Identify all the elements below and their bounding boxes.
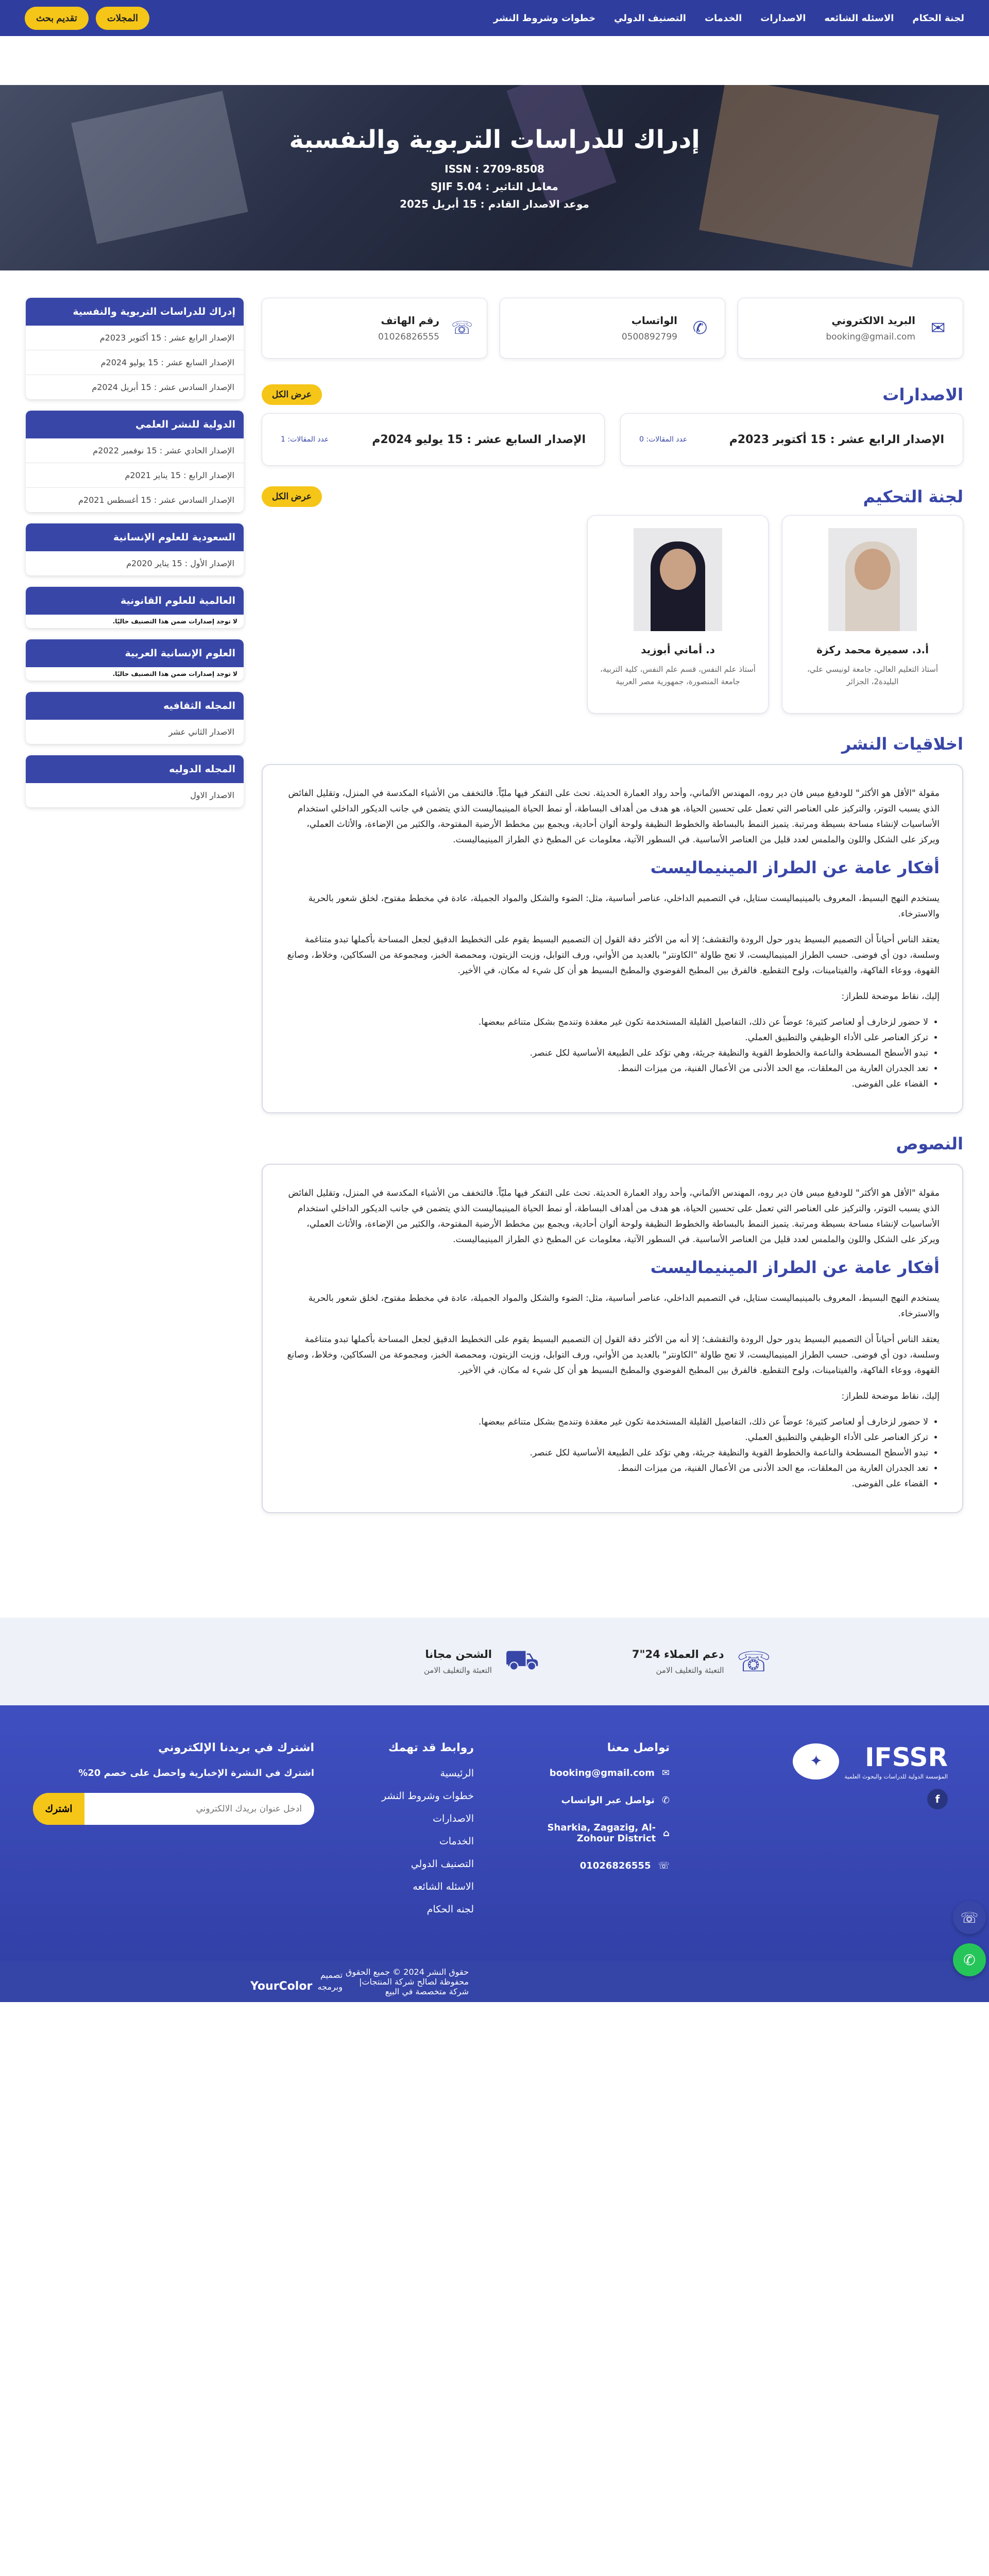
- sidebar-issue-list: [26, 438, 244, 512]
- member-description: أستاذ علم النفس، قسم علم النفس، كلية التربية، جامعة المنصورة، جمهورية مصر العربية: [600, 665, 756, 686]
- contact-card[interactable]: [500, 298, 725, 359]
- section-heading: أفكار عامة عن الطراز المينيماليست: [650, 858, 940, 877]
- footer-phone[interactable]: [525, 1860, 670, 1871]
- whatsapp-icon: ✆: [661, 1795, 670, 1806]
- footer: [0, 1705, 989, 1961]
- committee-member-card[interactable]: [587, 515, 769, 714]
- feature-item: [424, 1643, 539, 1680]
- member-name: د. أماني أبوزيد: [641, 643, 715, 656]
- contact-cards: [262, 298, 963, 359]
- sidebar-issue-item[interactable]: الإصدار السابع عشر : 15 يوليو 2024م: [26, 350, 244, 375]
- body-paragraph: يستخدم النهج البسيط، المعروف بالمينيماليست ستايل، في التصميم الداخلي، عناصر أساسية، مثل: الضوء والشكل والمواد الجميلة، عادة في مخطط مفتوح، لخلق شعور بالحرية والاسترخاء.: [308, 893, 940, 919]
- contact-title: الواتساب: [631, 314, 677, 327]
- footer-contact: [525, 1741, 670, 1888]
- contact-card[interactable]: [262, 298, 487, 359]
- footer-newsletter: [33, 1741, 314, 1825]
- feature-title: دعم العملاء 24"7: [632, 1648, 724, 1660]
- nav-link[interactable]: التصنيف الدولي: [614, 12, 686, 24]
- feature-item: [632, 1646, 771, 1678]
- nav-link[interactable]: لجنة الحكام: [912, 12, 964, 24]
- nav-link[interactable]: الخدمات: [704, 12, 742, 24]
- feature-subtitle: التعبئة والتغليف الامن: [656, 1666, 724, 1675]
- issue-title: الإصدار الرابع عشر : 15 أكتوبر 2023م: [729, 433, 944, 446]
- sidebar-issue-list: [26, 551, 244, 575]
- contact-title: البريد الالكتروني: [831, 314, 915, 327]
- issue-card[interactable]: [262, 413, 605, 466]
- committee-view-all-button[interactable]: عرض الكل: [262, 486, 322, 507]
- issn-text: 2709-8508 : ISSN: [445, 163, 544, 175]
- contact-value: booking@gmail.com: [826, 332, 915, 342]
- list-item: • القضاء على الفوضى.: [285, 1476, 928, 1492]
- sidebar-journal-card: [26, 755, 244, 807]
- sidebar-issue-item[interactable]: الإصدار الحادي عشر : 15 نوفمبر 2022م: [26, 438, 244, 463]
- sidebar-journal-card: [26, 639, 244, 681]
- list-item: • تركز العناصر على الأداء الوظيفي والتطبيق العملي.: [285, 1430, 928, 1445]
- issues-view-all-button[interactable]: عرض الكل: [262, 384, 322, 405]
- sidebar-empty-note: لا توجد إصدارات ضمن هذا التصنيف حاليًا.: [112, 618, 237, 625]
- member-photo: [828, 528, 917, 631]
- sidebar-journal-title[interactable]: المجله الثقافيه: [26, 692, 244, 720]
- section-heading: أفكار عامة عن الطراز المينيماليست: [650, 1258, 940, 1277]
- sidebar-issue-item[interactable]: الإصدار السادس عشر : 15 أبريل 2024م: [92, 382, 234, 392]
- issue-article-count: عدد المقالات: 0: [639, 435, 688, 444]
- sidebar-issue-item[interactable]: الإصدار الأول : 15 يناير 2020م: [126, 558, 234, 568]
- phone-icon: ☏: [451, 318, 473, 338]
- texts-box: [262, 1164, 963, 1513]
- copyright-text: حقوق النشر 2024 © جميع الحقوق محفوظة لصالح شركة المنتجات| شركة متخصصة في البيع: [346, 1967, 469, 1996]
- feature-subtitle: التعبئة والتغليف الامن: [423, 1666, 492, 1675]
- contact-text: [622, 314, 677, 342]
- sidebar-issue-list: [26, 720, 244, 744]
- floating-whatsapp-button[interactable]: [953, 1943, 986, 1976]
- contact-text: [378, 314, 439, 342]
- contact-card[interactable]: [738, 298, 963, 359]
- designer-credit: [250, 1970, 343, 1993]
- newsletter-title: اشترك في بريدنا الإلكتروني: [158, 1741, 314, 1754]
- contact-value: 01026826555: [378, 332, 439, 342]
- list-item: • تعد الجدران العارية من المعلقات، مع الحد الأدنى من الأعمال الفنية، من ميزات النمط.: [285, 1461, 928, 1476]
- sidebar-issue-list: [26, 326, 244, 399]
- journal-title: إدراك للدراسات التربوية والنفسية: [289, 125, 700, 154]
- list-item: • القضاء على الفوضى.: [285, 1076, 928, 1092]
- main-content: [262, 298, 963, 1513]
- body-paragraph: إليك، نقاط موضحة للطراز:: [841, 1391, 940, 1401]
- sidebar-journal-card: [26, 411, 244, 512]
- member-photo: [634, 528, 722, 631]
- footer-contact-title: تواصل معنا: [607, 1741, 670, 1754]
- logo-subtitle: المؤسسة الدولية للدراسات والبحوث العلمية: [844, 1773, 948, 1780]
- body-paragraph: إليك، نقاط موضحة للطراز:: [841, 991, 940, 1002]
- footer-link[interactable]: التصنيف الدولي: [411, 1858, 474, 1870]
- designer-name[interactable]: YourColor: [250, 1980, 313, 1993]
- footer-link[interactable]: الاصدارات: [433, 1813, 474, 1824]
- mail-icon: ✉: [930, 318, 946, 338]
- nav-buttons: [25, 7, 149, 30]
- points-list: [285, 1414, 940, 1492]
- issue-card[interactable]: [620, 413, 963, 466]
- newsletter-email-input[interactable]: [84, 1793, 314, 1825]
- body-paragraph: يعتقد الناس أحياناً أن التصميم البسيط يدور حول الرودة والتقشف؛ إلا أنه من الأكثر دقة القول إن التصميم البسيط يقوم على التخطيط الدقيق لجعل المساحة بأكملها تبدو متناغمة وسلسة، دون أي فوضى. حسب الطراز المينيماليست، لا تعج طاولة "الكاونتر" بالعديد من الأواني، ورف التوابل، وزيت الزيتون، ومحمصة الخبز، ومجموعة من السكاكين، وخلاط، وصانع القهوة، ووعاء الفاكهة، والفيتامينات، ولوح التقطيع. فالفرق بين المطبخ الفوضوي والمطبخ البسيط هو أن كل شيء له مكان، في الأخير.: [287, 935, 940, 976]
- phone-icon: ☏: [736, 1645, 772, 1678]
- footer-links: [361, 1741, 474, 1926]
- member-name: أ.د. سميرة محمد ركزة: [816, 643, 929, 656]
- footer-email[interactable]: [525, 1768, 670, 1778]
- sidebar-issue-item[interactable]: الإصدار الرابع عشر : 15 أكتوبر 2023م: [26, 326, 244, 350]
- truck-icon: ⛟: [504, 1643, 539, 1676]
- impact-factor-text: معامل التاثير : SJIF 5.04: [431, 180, 558, 193]
- contact-value: 0500892799: [621, 332, 677, 342]
- intro-paragraph: مقولة "الأقل هو الأكثر" للودفيغ ميس فان دير روه، المهندس الألماني، وأحد رواد العمارة الحديثة. تحث على التفكر فيها مليّاً. فالتخفف من الأشياء المكدسة في المنزل، وتقليل الفائض الذي يسبب التوتر، والتركيز على العناصر التي تعمل على تحسين الحياة، هو هدف من أهداف البساطة، أو نمط الحياة المينيماليست الذي يتضمن في جانب الديكور الداخلي استخدام الأساسيات لإنشاء مساحة بسيطة ومرتبة. يتميز النمط بالبساطة والخطوط النظيفة ولوحة ألوان أحادية، ويجمع بين مخطط الأرضية المفتوحة، والكثير من الإضاءة، والأثاث العملي، ويركز على الشكل واللون والملمس لعدد قليل من العناصر الأساسية. في السطور الآتية، معلومات عن المطبخ ذي الطراز المينيماليست.: [288, 788, 940, 845]
- footer-link[interactable]: خطوات وشروط النشر: [382, 1790, 474, 1802]
- sidebar-journal-title[interactable]: المجله الدوليه: [26, 755, 244, 783]
- submit-paper-button[interactable]: تقديم بحث: [25, 7, 89, 30]
- sidebar-issue-item[interactable]: الاصدار الاول: [190, 790, 234, 800]
- sidebar-journal-card: [26, 587, 244, 628]
- journal-meta: [0, 160, 989, 213]
- newsletter-subtitle: اشترك في النشرة الإخبارية واحصل على خصم 20%: [78, 1768, 314, 1778]
- member-description: أستاذ التعليم العالي، جامعة لونيسي علي، البليدة2، الجزائر: [807, 665, 939, 686]
- hero-banner: [0, 85, 989, 270]
- list-item: • تبدو الأسطح المسطحة والناعمة والخطوط القوية والنظيفة جريئة، وهي تؤكد على الطبيعة الأساسية لكل عنصر.: [285, 1045, 928, 1061]
- issues-title: الاصدارات: [882, 385, 963, 404]
- whatsapp-icon: ✆: [692, 318, 708, 338]
- sidebar-issue-item[interactable]: الاصدار الثاني عشر: [168, 727, 234, 737]
- footer-link[interactable]: لجنه الحكام: [427, 1904, 474, 1915]
- footer-link[interactable]: الاسئله الشائعه: [413, 1881, 474, 1892]
- committee-title: لجنة التحكيم: [863, 487, 963, 506]
- magazines-button[interactable]: المجلات: [96, 7, 149, 30]
- footer-links-title: روابط قد تهمك: [388, 1741, 474, 1754]
- feature-title: الشحن مجانا: [425, 1648, 492, 1660]
- intro-paragraph: مقولة "الأقل هو الأكثر" للودفيغ ميس فان دير روه، المهندس الألماني، وأحد رواد العمارة الحديثة. تحث على التفكر فيها مليّاً. فالتخفف من الأشياء المكدسة في المنزل، وتقليل الفائض الذي يسبب التوتر، والتركيز على العناصر التي تعمل على تحسين الحياة، هو هدف من أهداف البساطة، أو نمط الحياة المينيماليست الذي يتضمن في جانب الديكور الداخلي استخدام الأساسيات لإنشاء مساحة بسيطة ومرتبة. يتميز النمط بالبساطة والخطوط النظيفة ولوحة ألوان أحادية، ويجمع بين مخطط الأرضية المفتوحة، والكثير من الإضاءة، والأثاث العملي، ويركز على الشكل واللون والملمس لعدد قليل من العناصر الأساسية. في السطور الآتية، معلومات عن المطبخ ذي الطراز المينيماليست.: [288, 1188, 940, 1245]
- nav-link[interactable]: خطوات وشروط النشر: [493, 12, 596, 24]
- nav-links: [493, 13, 964, 24]
- hero-content: [0, 85, 989, 213]
- newsletter-subscribe-button[interactable]: اشترك: [33, 1793, 84, 1825]
- points-list: [285, 1014, 940, 1092]
- body-paragraph: يستخدم النهج البسيط، المعروف بالمينيماليست ستايل، في التصميم الداخلي، عناصر أساسية، مثل: الضوء والشكل والمواد الجميلة، عادة في مخطط مفتوح، لخلق شعور بالحرية والاسترخاء.: [308, 1293, 940, 1319]
- contact-title: رقم الهاتف: [381, 314, 439, 327]
- texts-title: النصوص: [896, 1134, 963, 1154]
- sidebar-issue-item[interactable]: الإصدار السادس عشر : 15 أغسطس 2021م: [78, 495, 234, 505]
- sidebar-journal-card: [26, 523, 244, 575]
- list-item: • تركز العناصر على الأداء الوظيفي والتطبيق العملي.: [285, 1030, 928, 1045]
- feature-text: [632, 1648, 724, 1675]
- newsletter-form: [33, 1793, 314, 1825]
- footer-address: [525, 1822, 670, 1844]
- sidebar-journal-title[interactable]: السعودية للعلوم الإنسانية: [26, 523, 244, 551]
- ethics-box: [262, 764, 963, 1113]
- issue-title: الإصدار السابع عشر : 15 يوليو 2024م: [372, 433, 586, 446]
- list-item: • لا حضور لزخارف أو لعناصر كثيرة؛ عوضاً عن ذلك، التفاصيل القليلة المستخدمة تكون غير معقدة وتندمج بشكل متناغم ببعضها.: [285, 1414, 928, 1430]
- phone-icon: ☏: [960, 1909, 979, 1926]
- footer-whatsapp[interactable]: [525, 1795, 670, 1806]
- feature-text: [424, 1648, 492, 1675]
- sidebar-issue-item[interactable]: الإصدار الرابع : 15 يناير 2021م: [26, 463, 244, 488]
- footer-phone-text: 01026826555: [579, 1860, 651, 1871]
- sidebar-journal-title[interactable]: العالمية للعلوم القانونية: [26, 587, 244, 615]
- committee-members: [262, 515, 963, 714]
- texts-header: [262, 1134, 963, 1154]
- footer-link[interactable]: الرئيسية: [440, 1768, 474, 1779]
- issues-header: [262, 384, 963, 405]
- committee-member-card[interactable]: [782, 515, 963, 714]
- copyright-bar: [0, 1961, 989, 2002]
- list-item: • لا حضور لزخارف أو لعناصر كثيرة؛ عوضاً عن ذلك، التفاصيل القليلة المستخدمة تكون غير معقدة وتندمج بشكل متناغم ببعضها.: [285, 1014, 928, 1030]
- footer-whatsapp-text: تواصل عبر الواتساب: [561, 1795, 655, 1806]
- issue-article-count: عدد المقالات: 1: [281, 435, 329, 444]
- facebook-icon[interactable]: f: [927, 1789, 948, 1809]
- member-face: [855, 549, 891, 590]
- sidebar-journal-title[interactable]: الدولية للنشر العلمي: [26, 411, 244, 438]
- ethics-header: [262, 734, 963, 754]
- sidebar-journal-title[interactable]: العلوم الإنسانية العربية: [26, 639, 244, 667]
- design-label: تصميم وبرمجه: [317, 1970, 343, 1992]
- body-paragraph: يعتقد الناس أحياناً أن التصميم البسيط يدور حول الرودة والتقشف؛ إلا أنه من الأكثر دقة القول إن التصميم البسيط يقوم على التخطيط الدقيق لجعل المساحة بأكملها تبدو متناغمة وسلسة، دون أي فوضى. حسب الطراز المينيماليست، لا تعج طاولة "الكاونتر" بالعديد من الأواني، ورف التوابل، وزيت الزيتون، ومحمصة الخبز، ومجموعة من السكاكين، وخلاط، وصانع القهوة، ووعاء الفاكهة، والفيتامينات، ولوح التقطيع. فالفرق بين المطبخ الفوضوي والمطبخ البسيط هو أن كل شيء له مكان، في الأخير.: [287, 1334, 940, 1376]
- nav-link[interactable]: الاسئله الشائعه: [824, 12, 894, 24]
- sidebar-empty-note: لا توجد إصدارات ضمن هذا التصنيف حاليًا.: [112, 670, 237, 677]
- issues-list: [262, 413, 963, 466]
- floating-phone-button[interactable]: [953, 1901, 986, 1934]
- list-item: • تبدو الأسطح المسطحة والناعمة والخطوط القوية والنظيفة جريئة، وهي تؤكد على الطبيعة الأساسية لكل عنصر.: [285, 1445, 928, 1461]
- ethics-title: اخلاقيات النشر: [841, 734, 963, 754]
- logo-name: IFSSR: [864, 1742, 948, 1772]
- footer-email-text: booking@gmail.com: [549, 1768, 655, 1778]
- features-strip: [0, 1618, 989, 1705]
- sidebar-journal-card: [26, 692, 244, 744]
- sidebar-journal-title[interactable]: إدراك للدراسات التربوية والنفسية: [26, 298, 244, 326]
- whatsapp-icon: ✆: [963, 1951, 976, 1969]
- journals-sidebar: [26, 298, 244, 819]
- logo-icon: ✦: [793, 1743, 839, 1780]
- committee-header: [262, 486, 963, 507]
- footer-link[interactable]: الخدمات: [439, 1836, 474, 1847]
- next-issue-text: موعد الاصدار القادم : 15 أبريل 2025: [400, 198, 589, 210]
- sidebar-issue-list: [26, 783, 244, 807]
- footer-links-list: [361, 1768, 474, 1915]
- member-face: [660, 549, 696, 590]
- phone-icon: ☏: [658, 1860, 670, 1871]
- nav-link[interactable]: الاصدارات: [760, 12, 806, 24]
- list-item: • تعد الجدران العارية من المعلقات، مع الحد الأدنى من الأعمال الفنية، من ميزات النمط.: [285, 1061, 928, 1076]
- footer-address-text: Sharkia, Zagazig, Al-Zohour District: [547, 1822, 656, 1844]
- sidebar-journal-card: [26, 298, 244, 399]
- top-navbar: [0, 0, 989, 36]
- footer-logo[interactable]: [793, 1742, 948, 1780]
- location-icon: ⌂: [663, 1827, 670, 1839]
- contact-text: [826, 314, 915, 342]
- mail-icon: ✉: [661, 1768, 670, 1778]
